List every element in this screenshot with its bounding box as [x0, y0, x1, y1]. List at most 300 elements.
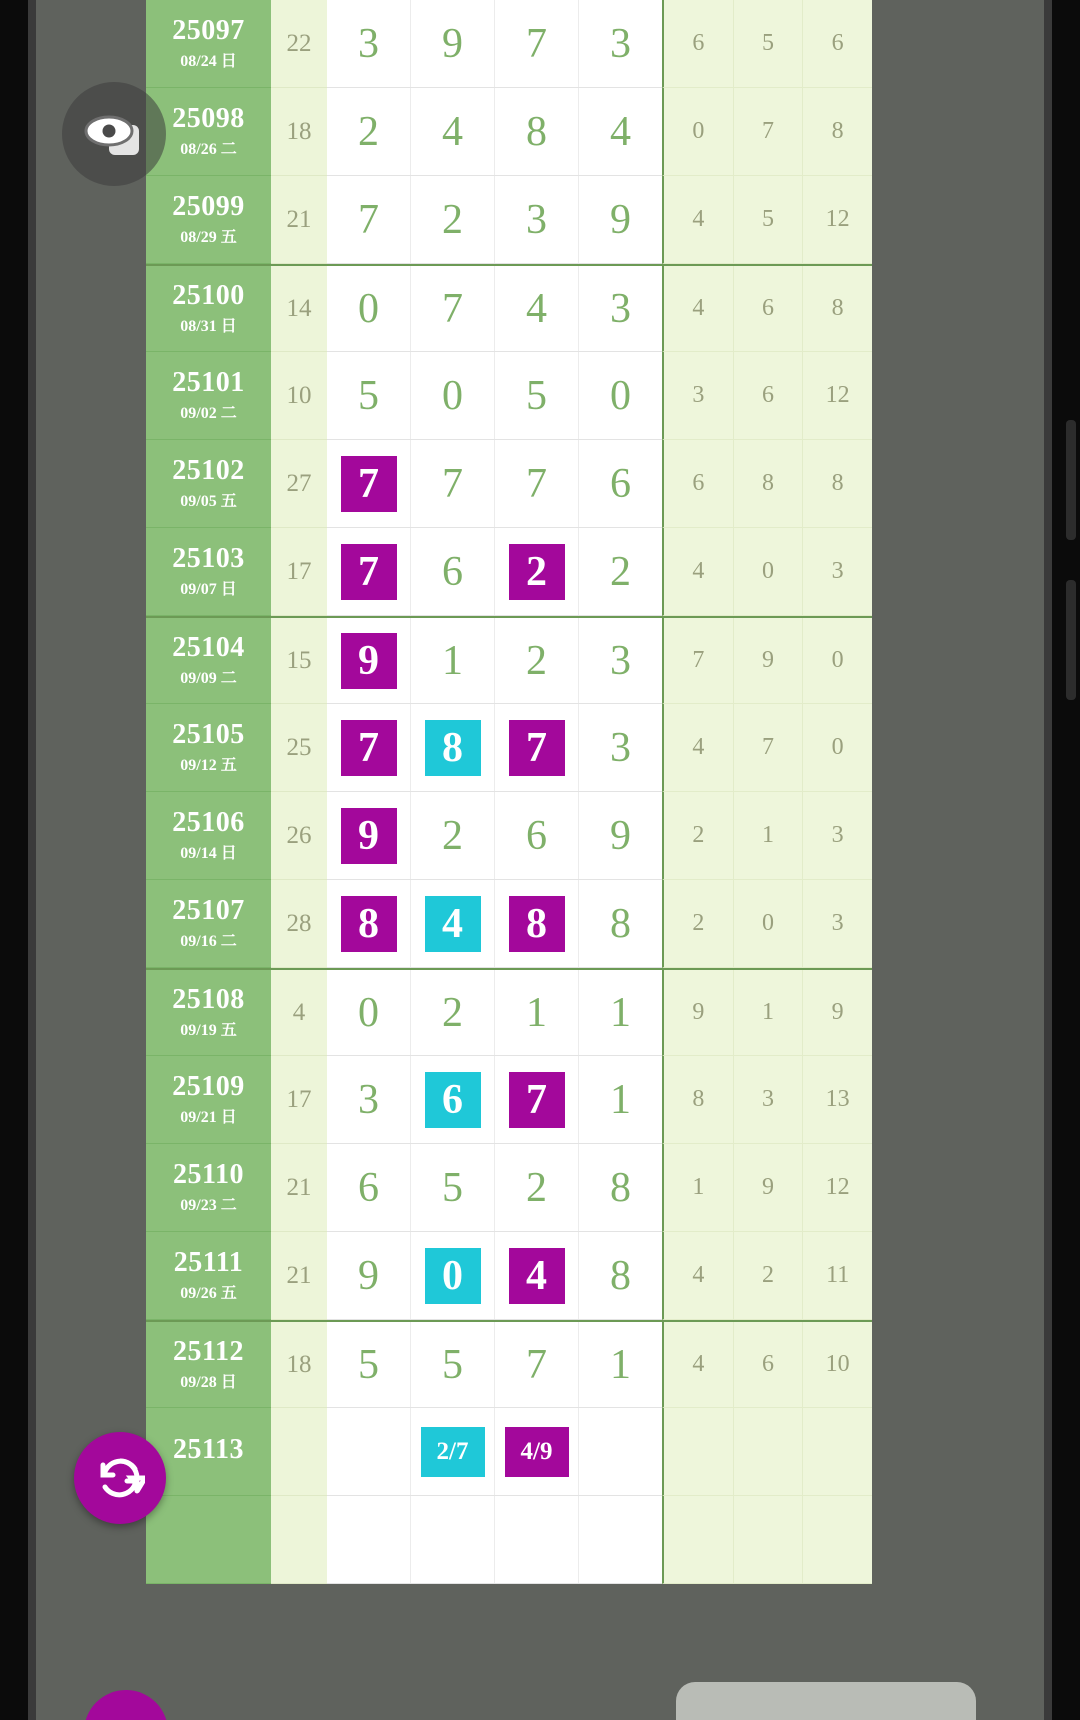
ball-value: 6	[610, 460, 631, 507]
ball-cell[interactable]	[411, 440, 495, 527]
row-balls	[327, 1056, 662, 1144]
ball-cell[interactable]	[327, 880, 411, 967]
table-row[interactable]	[146, 1056, 872, 1144]
draw-number: 25108	[172, 983, 245, 1015]
row-sum: 15	[271, 618, 327, 704]
row-stats	[662, 704, 872, 792]
ball-cell[interactable]	[327, 266, 411, 351]
ball-cell[interactable]	[411, 176, 495, 263]
row-stats	[662, 0, 872, 88]
ball-value: 6	[442, 548, 463, 595]
stat-value: 1	[664, 1144, 734, 1231]
ball-value: 9	[442, 20, 463, 67]
row-sum: 27	[271, 440, 327, 528]
stat-value: 4	[664, 528, 734, 615]
row-draw-id	[146, 704, 271, 792]
stat-value: 0	[734, 528, 804, 615]
draw-number: 25104	[172, 631, 245, 663]
volume-up-button[interactable]	[1066, 420, 1076, 540]
stat-value: 6	[831, 30, 844, 56]
ball-value: 2	[509, 544, 565, 600]
draw-date: 09/12 五	[180, 757, 237, 775]
stat-value: 2	[664, 880, 734, 967]
row-draw-id	[146, 176, 271, 264]
ball-cell[interactable]	[579, 704, 662, 791]
stat-value: 9	[831, 999, 844, 1025]
draw-number: 25106	[172, 806, 245, 838]
phone-edge-left	[28, 0, 36, 1720]
stat-value: 2	[664, 792, 734, 879]
table-row[interactable]	[146, 88, 872, 176]
stat-value: 8	[831, 118, 844, 144]
row-balls	[327, 0, 662, 88]
row-balls	[327, 704, 662, 792]
stat-value: 8	[831, 295, 844, 321]
row-sum: 17	[271, 1056, 327, 1144]
ball-cell[interactable]	[495, 0, 579, 87]
ball-cell[interactable]	[411, 704, 495, 791]
stat-value: 4	[664, 1322, 734, 1407]
ball-value: 0	[358, 285, 379, 332]
ball-cell[interactable]	[579, 1056, 662, 1143]
ball-cell[interactable]	[327, 528, 411, 615]
ball-cell[interactable]	[411, 618, 495, 703]
stat-value: 7	[664, 618, 734, 703]
table-row[interactable]	[146, 528, 872, 616]
ball-cell[interactable]	[579, 970, 662, 1055]
row-balls	[327, 88, 662, 176]
row-balls	[327, 266, 662, 352]
row-balls	[327, 1232, 662, 1320]
stat-value: 6	[734, 266, 804, 351]
row-balls	[327, 880, 662, 968]
ball-value: 7	[509, 720, 565, 776]
row-sum: 21	[271, 176, 327, 264]
ball-value: 3	[526, 196, 547, 243]
draw-number: 25110	[173, 1158, 244, 1190]
draw-number: 25113	[173, 1434, 244, 1466]
ball-cell[interactable]	[327, 618, 411, 703]
ball-cell[interactable]	[411, 1322, 495, 1407]
ball-value: 3	[610, 637, 631, 684]
row-sum: 10	[271, 352, 327, 440]
stat-value: 5	[734, 0, 804, 87]
stat-value: 13	[825, 1086, 850, 1112]
ball-value: 6	[358, 1164, 379, 1211]
ball-value: 2	[358, 108, 379, 155]
ball-value: 4	[526, 285, 547, 332]
stat-value: 1	[734, 792, 804, 879]
stat-value: 4	[664, 1232, 734, 1319]
stat-value: 7	[734, 704, 804, 791]
ball-value: 4	[509, 1248, 565, 1304]
table-row[interactable]	[146, 880, 872, 968]
stat-value: 3	[664, 352, 734, 439]
ball-value: 1	[610, 1341, 631, 1388]
draw-date: 09/07 日	[180, 581, 237, 599]
eye-toggle-button[interactable]	[62, 82, 166, 186]
stat-value: 6	[734, 1322, 804, 1407]
draw-date: 08/26 二	[180, 141, 237, 159]
row-stats	[662, 88, 872, 176]
row-stats	[662, 1056, 872, 1144]
row-stats	[662, 266, 872, 352]
row-stats	[662, 1144, 872, 1232]
ball-value: 2	[526, 1164, 547, 1211]
draw-date: 08/29 五	[180, 229, 237, 247]
ball-value: 5	[526, 372, 547, 419]
row-balls	[327, 176, 662, 264]
ball-cell[interactable]	[411, 880, 495, 967]
stat-value: 6	[664, 440, 734, 527]
stat-value: 6	[664, 0, 734, 87]
ball-cell[interactable]	[327, 1496, 411, 1583]
ball-cell[interactable]	[579, 266, 662, 351]
ball-cell[interactable]	[411, 528, 495, 615]
table-row[interactable]	[146, 1496, 872, 1584]
table-row[interactable]	[146, 616, 872, 704]
ball-value: 7	[341, 544, 397, 600]
row-stats	[662, 176, 872, 264]
stat-value: 4	[664, 704, 734, 791]
ball-value: 0	[442, 372, 463, 419]
ball-value: 0	[358, 989, 379, 1036]
ball-cell[interactable]	[495, 1144, 579, 1231]
row-draw-id	[146, 528, 271, 616]
row-balls	[327, 618, 662, 704]
refresh-button[interactable]	[74, 1432, 166, 1524]
ball-value: 5	[358, 372, 379, 419]
ball-cell[interactable]	[579, 0, 662, 87]
draw-number: 25109	[172, 1070, 245, 1102]
ball-value: 3	[358, 20, 379, 67]
draw-date: 08/24 日	[180, 53, 237, 71]
row-draw-id	[146, 0, 271, 88]
stat-value: 5	[734, 176, 804, 263]
ball-value: 8	[610, 900, 631, 947]
ball-value: 4	[442, 108, 463, 155]
row-balls	[327, 528, 662, 616]
row-stats	[662, 1496, 872, 1584]
ball-value: 6	[425, 1072, 481, 1128]
row-stats	[662, 618, 872, 704]
row-draw-id	[146, 266, 271, 352]
row-sum: 14	[271, 266, 327, 352]
ball-cell[interactable]	[579, 1232, 662, 1319]
stat-value: 0	[831, 647, 844, 673]
ball-value: 2	[526, 637, 547, 684]
stat-value	[664, 1408, 734, 1495]
ball-cell[interactable]	[327, 970, 411, 1055]
table-row[interactable]	[146, 1232, 872, 1320]
table-row[interactable]	[146, 440, 872, 528]
ball-value: 5	[358, 1341, 379, 1388]
row-sum: 4	[271, 970, 327, 1056]
stat-value: 12	[825, 206, 850, 232]
ball-value: 9	[610, 196, 631, 243]
ball-value: 7	[442, 460, 463, 507]
stat-value: 7	[734, 88, 804, 175]
ball-cell[interactable]	[411, 1056, 495, 1143]
draw-number: 25105	[172, 718, 245, 750]
phone-edge-right	[1044, 0, 1052, 1720]
ball-value: 7	[526, 460, 547, 507]
row-sum: 18	[271, 1322, 327, 1408]
draw-date: 09/14 日	[180, 845, 237, 863]
ball-value: 1	[442, 637, 463, 684]
ball-cell[interactable]	[579, 1408, 662, 1495]
ball-cell[interactable]	[327, 792, 411, 879]
stat-value	[664, 1496, 734, 1583]
draw-date: 08/31 日	[180, 318, 237, 336]
ball-cell[interactable]	[579, 528, 662, 615]
ball-cell[interactable]	[579, 1322, 662, 1407]
row-sum: 28	[271, 880, 327, 968]
ball-value: 5	[442, 1164, 463, 1211]
table-row[interactable]	[146, 792, 872, 880]
ball-value: 9	[610, 812, 631, 859]
ball-cell[interactable]	[579, 792, 662, 879]
ball-cell[interactable]	[495, 970, 579, 1055]
ball-cell[interactable]	[495, 352, 579, 439]
ball-value: 3	[358, 1076, 379, 1123]
table-row[interactable]	[146, 352, 872, 440]
draw-number: 25107	[172, 894, 245, 926]
ball-cell[interactable]	[327, 352, 411, 439]
stat-value: 1	[734, 970, 804, 1055]
app-screen	[36, 0, 1044, 1720]
ball-value: 8	[610, 1164, 631, 1211]
ball-cell[interactable]	[411, 1496, 495, 1583]
row-balls	[327, 1144, 662, 1232]
ball-value: 4/9	[505, 1427, 569, 1477]
ball-cell[interactable]	[495, 176, 579, 263]
ball-cell[interactable]	[495, 440, 579, 527]
row-draw-id	[146, 440, 271, 528]
stat-value	[734, 1408, 804, 1495]
row-draw-id	[146, 352, 271, 440]
ball-cell[interactable]	[579, 1144, 662, 1231]
ball-cell[interactable]	[495, 880, 579, 967]
ball-value: 7	[526, 20, 547, 67]
ball-value: 4	[425, 896, 481, 952]
ball-cell[interactable]	[495, 792, 579, 879]
ball-value: 0	[425, 1248, 481, 1304]
refresh-icon	[95, 1453, 145, 1503]
row-draw-id	[146, 1056, 271, 1144]
ball-cell[interactable]	[411, 88, 495, 175]
ball-value: 8	[341, 896, 397, 952]
row-stats	[662, 528, 872, 616]
row-sum: 17	[271, 528, 327, 616]
draw-number: 25112	[173, 1335, 244, 1367]
ball-value: 3	[610, 724, 631, 771]
ball-cell[interactable]	[327, 1408, 411, 1495]
ball-cell[interactable]	[579, 1496, 662, 1583]
row-sum: 22	[271, 0, 327, 88]
ball-cell[interactable]	[579, 352, 662, 439]
draw-date: 09/23 二	[180, 1197, 237, 1215]
ball-value: 4	[610, 108, 631, 155]
draw-date: 09/21 日	[180, 1109, 237, 1127]
table-row[interactable]	[146, 1408, 872, 1496]
draw-date: 09/02 二	[180, 405, 237, 423]
ball-value: 7	[509, 1072, 565, 1128]
ball-value: 1	[526, 989, 547, 1036]
ball-cell[interactable]	[327, 176, 411, 263]
draw-history-table[interactable]	[146, 0, 872, 1584]
ball-cell[interactable]	[327, 1144, 411, 1231]
ball-cell[interactable]	[495, 528, 579, 615]
table-row[interactable]	[146, 1320, 872, 1408]
ball-value: 7	[341, 456, 397, 512]
row-sum: 21	[271, 1232, 327, 1320]
ball-value: 9	[358, 1252, 379, 1299]
stat-value: 4	[664, 176, 734, 263]
stat-value: 10	[825, 1351, 850, 1377]
row-stats	[662, 1408, 872, 1496]
stat-value: 9	[734, 1144, 804, 1231]
ball-cell[interactable]	[411, 352, 495, 439]
ball-cell[interactable]	[327, 1322, 411, 1407]
volume-down-button[interactable]	[1066, 580, 1076, 700]
ball-value: 1	[610, 989, 631, 1036]
stat-value: 6	[734, 352, 804, 439]
ball-value: 0	[610, 372, 631, 419]
ball-cell[interactable]	[495, 704, 579, 791]
row-sum	[271, 1496, 327, 1584]
row-balls	[327, 1496, 662, 1584]
row-draw-id	[146, 1232, 271, 1320]
table-row[interactable]	[146, 0, 872, 88]
draw-date: 09/16 二	[180, 933, 237, 951]
row-draw-id	[146, 618, 271, 704]
ball-cell[interactable]	[411, 1232, 495, 1319]
row-balls	[327, 352, 662, 440]
eye-icon	[83, 109, 145, 159]
ball-value: 3	[610, 285, 631, 332]
ball-cell[interactable]	[579, 176, 662, 263]
ball-value: 7	[341, 720, 397, 776]
ball-cell[interactable]	[495, 88, 579, 175]
ball-value: 8	[610, 1252, 631, 1299]
ball-cell[interactable]	[579, 88, 662, 175]
row-stats	[662, 1322, 872, 1408]
ball-cell[interactable]	[327, 1232, 411, 1319]
ball-cell[interactable]	[579, 880, 662, 967]
ball-cell[interactable]	[327, 440, 411, 527]
table-row[interactable]	[146, 1144, 872, 1232]
row-balls	[327, 1408, 662, 1496]
table-row[interactable]	[146, 704, 872, 792]
home-indicator	[676, 1682, 976, 1720]
ball-value: 2	[610, 548, 631, 595]
ball-value: 2	[442, 812, 463, 859]
ball-cell[interactable]	[495, 1408, 579, 1495]
row-stats	[662, 880, 872, 968]
stat-value	[803, 1496, 872, 1583]
ball-value: 2	[442, 196, 463, 243]
stat-value: 12	[825, 382, 850, 408]
ball-cell[interactable]	[579, 440, 662, 527]
row-draw-id	[146, 1144, 271, 1232]
ball-cell[interactable]	[495, 618, 579, 703]
ball-cell[interactable]	[327, 1056, 411, 1143]
ball-cell[interactable]	[327, 88, 411, 175]
ball-cell[interactable]	[411, 1408, 495, 1495]
ball-value: 5	[442, 1341, 463, 1388]
ball-value: 2	[442, 989, 463, 1036]
stat-value: 3	[831, 822, 844, 848]
stat-value: 8	[734, 440, 804, 527]
row-draw-id	[146, 880, 271, 968]
draw-date: 09/28 日	[180, 1374, 237, 1392]
ball-cell[interactable]	[579, 618, 662, 703]
table-row[interactable]	[146, 968, 872, 1056]
table-row[interactable]	[146, 264, 872, 352]
draw-date: 09/19 五	[180, 1022, 237, 1040]
ball-cell[interactable]	[495, 1496, 579, 1583]
row-balls	[327, 1322, 662, 1408]
ball-cell[interactable]	[495, 1232, 579, 1319]
ball-cell[interactable]	[411, 970, 495, 1055]
ball-cell[interactable]	[411, 266, 495, 351]
row-draw-id	[146, 1496, 271, 1584]
ball-cell[interactable]	[411, 0, 495, 87]
row-draw-id	[146, 970, 271, 1056]
ball-cell[interactable]	[495, 1056, 579, 1143]
row-draw-id	[146, 792, 271, 880]
stat-value: 11	[826, 1262, 850, 1288]
ball-value: 1	[610, 1076, 631, 1123]
row-sum: 25	[271, 704, 327, 792]
stat-value: 4	[664, 266, 734, 351]
draw-date: 09/09 二	[180, 670, 237, 688]
row-sum	[271, 1408, 327, 1496]
ball-value: 7	[526, 1341, 547, 1388]
ball-cell[interactable]	[411, 792, 495, 879]
ball-value: 9	[341, 633, 397, 689]
row-sum: 26	[271, 792, 327, 880]
stat-value: 9	[734, 618, 804, 703]
table-row[interactable]	[146, 176, 872, 264]
ball-cell[interactable]	[327, 0, 411, 87]
stat-value: 2	[734, 1232, 804, 1319]
ball-cell[interactable]	[327, 704, 411, 791]
stat-value: 12	[825, 1174, 850, 1200]
stat-value: 3	[831, 558, 844, 584]
secondary-floating-button[interactable]	[84, 1690, 168, 1720]
draw-number: 25100	[172, 279, 245, 311]
stat-value: 0	[734, 880, 804, 967]
ball-cell[interactable]	[495, 266, 579, 351]
draw-number: 25111	[173, 1246, 244, 1278]
stat-value: 8	[664, 1056, 734, 1143]
draw-number: 25102	[172, 454, 245, 486]
row-stats	[662, 1232, 872, 1320]
ball-value: 8	[509, 896, 565, 952]
row-balls	[327, 970, 662, 1056]
draw-date: 09/05 五	[180, 493, 237, 511]
ball-cell[interactable]	[495, 1322, 579, 1407]
ball-value: 6	[526, 812, 547, 859]
ball-value: 3	[610, 20, 631, 67]
draw-number: 25099	[172, 190, 245, 222]
ball-value: 7	[358, 196, 379, 243]
ball-cell[interactable]	[411, 1144, 495, 1231]
row-stats	[662, 970, 872, 1056]
stat-value: 0	[664, 88, 734, 175]
